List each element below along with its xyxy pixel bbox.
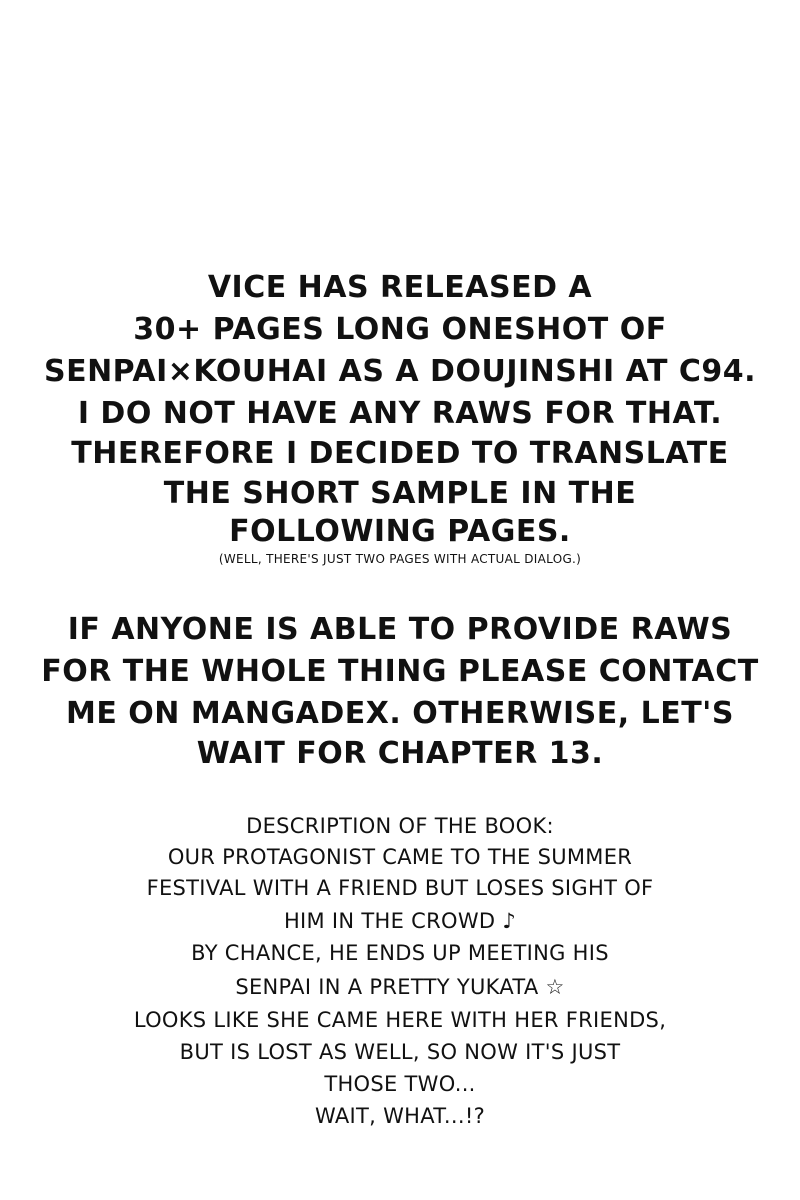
announcement-line-4: I DO NOT HAVE ANY RAWS FOR THAT. — [77, 396, 723, 431]
request-line-4: WAIT FOR CHAPTER 13. — [196, 736, 604, 771]
announcement-note: (WELL, THERE'S JUST TWO PAGES WITH ACTUAL DIALOG.) — [218, 552, 582, 566]
announcement-line-6: THE SHORT SAMPLE IN THE — [163, 476, 637, 511]
description-line-4: BY CHANCE, HE ENDS UP MEETING HIS — [191, 941, 609, 965]
description-line-3: HIM IN THE CROWD ♪ — [283, 909, 517, 933]
description-line-7: BUT IS LOST AS WELL, SO NOW IT'S JUST — [179, 1040, 621, 1064]
description-line-6: LOOKS LIKE SHE CAME HERE WITH HER FRIENDS, — [133, 1008, 667, 1032]
request-line-2: FOR THE WHOLE THING PLEASE CONTACT — [41, 654, 759, 689]
announcement-line-2: 30+ PAGES LONG ONESHOT OF — [133, 312, 667, 347]
description-heading: DESCRIPTION OF THE BOOK: — [246, 814, 554, 838]
announcement-line-5: THEREFORE I DECIDED TO TRANSLATE — [71, 436, 729, 471]
announcement-line-7: FOLLOWING PAGES. — [229, 514, 571, 549]
request-line-3: ME ON MANGADEX. OTHERWISE, LET'S — [66, 696, 734, 731]
request-line-1: IF ANYONE IS ABLE TO PROVIDE RAWS — [67, 612, 733, 647]
announcement-line-1: VICE HAS RELEASED A — [207, 270, 593, 305]
description-line-5: SENPAI IN A PRETTY YUKATA ☆ — [235, 975, 565, 999]
description-line-8: THOSE TWO... — [324, 1072, 476, 1096]
description-line-2: FESTIVAL WITH A FRIEND BUT LOSES SIGHT OF — [146, 876, 654, 900]
description-line-1: OUR PROTAGONIST CAME TO THE SUMMER — [167, 845, 633, 869]
announcement-line-3: SENPAI×KOUHAI AS A DOUJINSHI AT C94. — [43, 354, 757, 389]
description-line-9: WAIT, WHAT...!? — [314, 1104, 486, 1128]
